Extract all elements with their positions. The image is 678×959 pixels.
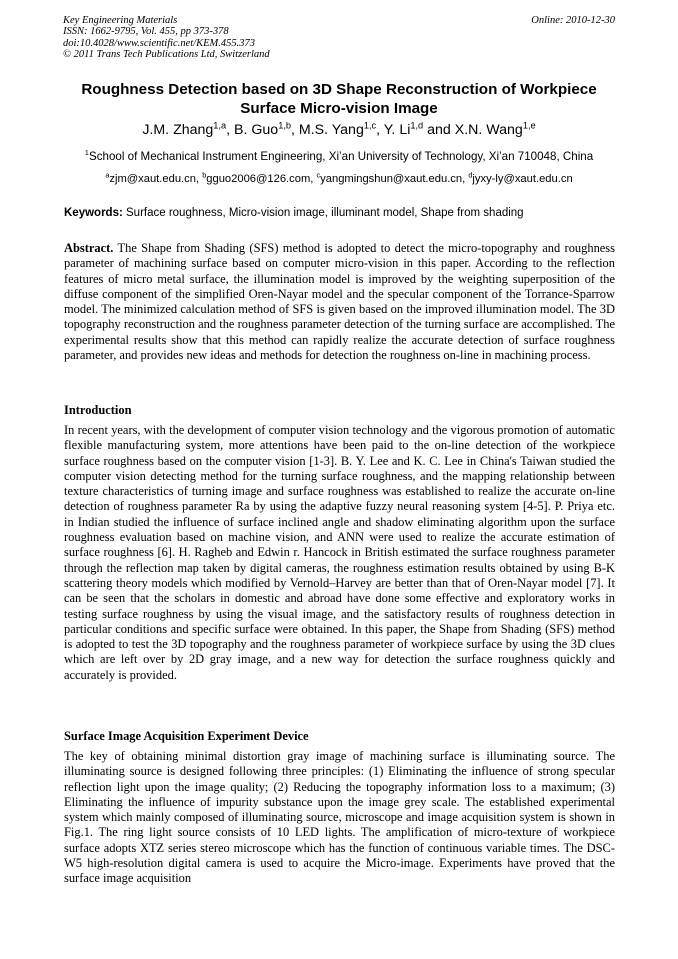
author-sup: 1,a — [213, 120, 227, 131]
abstract-text: The Shape from Shading (SFS) method is adopted to detect the micro-topography and roughness parameter of machining surface based on computer micro-vision in this paper. According to the reflection features of micro metal surface, the illumination model is improved by the weighting superposition of the diffuse component of the simplified Oren-Nayar model and the specular component of the Torrance-Sparrow model. The minimized calculation method of SFS is given based on the improved illumination model. The 3D topography reconstruction and the roughness parameter detection of the turning surface are accomplished. The experimental results show that this method can rapidly realize the accurate detection of surface roughness parameter, and provides new ideas and methods for detection the roughness on-line in machining process. — [64, 241, 615, 363]
author-sep: , — [226, 122, 235, 138]
author-name: X.N. Wang — [454, 122, 523, 138]
author-sep: , — [291, 122, 299, 138]
author-sep: , — [376, 122, 384, 138]
copyright-line: © 2011 Trans Tech Publications Ltd, Switzerland — [63, 48, 270, 60]
device-paragraph: The key of obtaining minimal distortion gray image of machining surface is illuminating source. The illuminating source is designed following three principles: (1) Eliminating the influence of strong specular reflection light upon the image quality; (2) Reducing the topography information loss to a maximum; (3) Eliminating the influence of impurity substance upon the image grey scale. The established experimental system which mainly composed of illuminating source, microscope and image acquisition system is shown in Fig.1. The ring light source consists of 10 LED lights. The amplification of micro-texture of workpiece surface adopts XTZ series stereo microscope which has the function of continuous variable times. The DSC-W5 high-resolution digital camera is used to acquire the Micro-image. Experiments have proved that the surface image acquisition — [64, 749, 615, 886]
journal-name: Key Engineering Materials — [63, 15, 178, 26]
author-name: B. Guo — [234, 122, 279, 138]
email-sep: , — [310, 173, 317, 185]
author-name: J.M. Zhang — [142, 122, 214, 138]
keywords-label: Keywords: — [64, 207, 123, 219]
abstract — [64, 241, 615, 363]
email-sup: d — [468, 170, 473, 180]
affiliation-text: School of Mechanical Instrument Engineering, Xi’an University of Technology, Xi’an 710048, China — [89, 150, 594, 163]
email-address[interactable]: yangmingshun@xaut.edu.cn — [320, 173, 463, 185]
email-sep: , — [462, 173, 469, 185]
doi-line: doi:10.4028/www.scientific.net/KEM.455.373 — [63, 37, 255, 49]
author-sep: and — [423, 122, 455, 138]
online-date: Online: 2010-12-30 — [531, 15, 615, 26]
affiliation — [30, 150, 648, 164]
email-address[interactable]: gguo2006@126.com — [206, 173, 311, 185]
author-name: Y. Li — [383, 122, 411, 138]
keywords-text: Surface roughness, Micro-vision image, illuminant model, Shape from shading — [126, 207, 524, 219]
author-sup: 1,c — [363, 120, 377, 131]
email-address[interactable]: jyxy-ly@xaut.edu.cn — [472, 173, 573, 185]
email-address[interactable]: zjm@xaut.edu.cn — [109, 173, 196, 185]
keywords — [64, 206, 624, 220]
author-sup: 1,b — [278, 120, 292, 131]
introduction-paragraph: In recent years, with the development of computer vision technology and the vigorous promotion of automatic flexible manufacturing system, more attentions have been paid to the on-line detection of the workpiece surface roughness based on the computer vision [1-3]. B. Y. Lee and K. C. Lee in China's Taiwan studied the computer vision detecting method for the turning surface roughness, and the mapping relationship between texture characteristics of turning image and surface roughness was established to realize the accurate on-line detection of roughness parameter Ra by using the adaptive fuzzy neural reasoning system [4-5]. P. Priya etc. in Indian studied the influence of surface inclined angle and shadow eliminating algorithm upon the surface roughness evaluation based on machine vision, and ANN were used to realize the accurate estimation of surface roughness [6]. H. Ragheb and Edwin r. Hancock in British estimated the surface roughness parameter through the reflection map taken by digital cameras, the roughness estimation results obtained by using B-K scattering theory models which modified by Vernold–Harvey are better than that of Oren-Nayar model [7]. It can be seen that the scholars in domestic and abroad have done some effective and exploratory works in testing surface roughness by using the visual image, and the satisfactory results of roughness detection in particular conditions and specific surface were obtained. In this paper, the Shape from Shading (SFS) method is adopted to test the 3D topography and the roughness parameter of workpiece surface by using the 3D clues which are left over by 2D gray image, and a new way for detection the surface roughness quickly and accurately is provided. — [64, 423, 615, 682]
section-heading-device: Surface Image Acquisition Experiment Device — [64, 729, 309, 743]
affiliation-sup: 1 — [84, 148, 89, 158]
issn-line: ISSN: 1662-9795, Vol. 455, pp 373-378 — [63, 26, 229, 38]
email-sep: , — [195, 173, 203, 185]
journal-info — [63, 15, 270, 60]
author-sup: 1,d — [410, 120, 424, 131]
section-heading-introduction: Introduction — [64, 403, 132, 417]
email-sup: c — [316, 170, 321, 180]
author-name: M.S. Yang — [298, 122, 364, 138]
author-sup: 1,e — [522, 120, 536, 131]
email-sup: b — [202, 170, 207, 180]
paper-title: Roughness Detection based on 3D Shape Reconstruction of Workpiece Surface Micro-vision Image — [81, 81, 597, 117]
email-sup: a — [105, 170, 110, 180]
abstract-label: Abstract. — [64, 241, 114, 255]
email-list — [30, 172, 648, 186]
author-list — [40, 121, 638, 139]
